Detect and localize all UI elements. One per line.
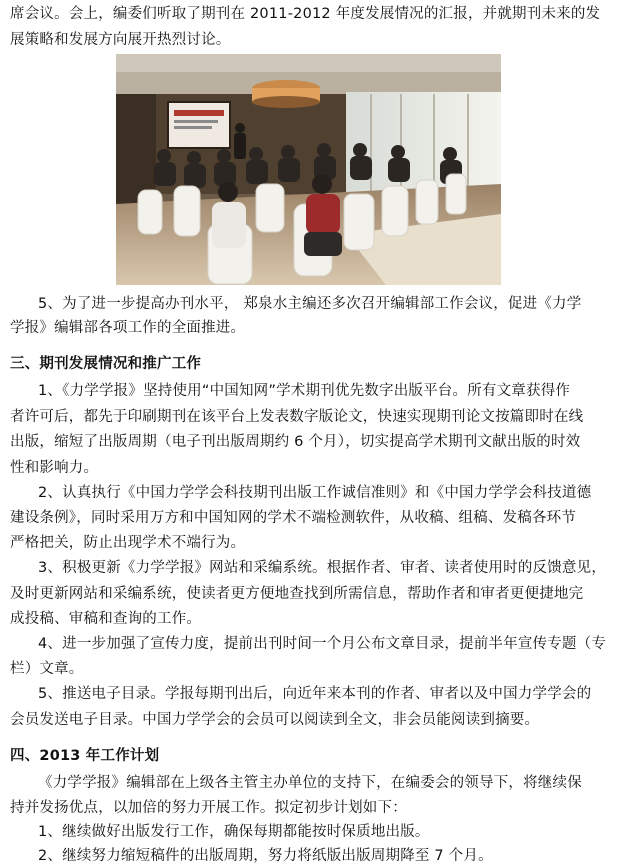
section3-heading: 三、期刊发展情况和推广工作	[10, 356, 202, 372]
item5-line-2: 学报》编辑部各项工作的全面推进。	[10, 320, 246, 336]
s3-p2-line-3: 严格把关，防止出现学术不端行为。	[10, 535, 246, 551]
s4-item-2: 2、继续努力缩短稿件的出版周期，努力将纸版出版周期降至 7 个月。	[38, 848, 493, 864]
s3-p5-line-1: 5、推送电子目录。学报每期刊出后，向近年来本刊的作者、审者以及中国力学学会的	[38, 686, 592, 702]
s4-item-1: 1、继续做好出版发行工作，确保每期都能按时保质地出版。	[38, 824, 430, 840]
section4-heading: 四、2013 年工作计划	[10, 748, 160, 764]
s3-p4-line-1: 4、进一步加强了宣传力度，提前出刊时间一个月公布文章目录，提前半年宣传专题（专	[38, 636, 607, 652]
intro-line-1: 席会议。会上，编委们听取了期刊在 2011-2012 年度发展情况的汇报，并就期刊未来的发	[10, 6, 601, 22]
s3-p1-line-1: 1、《力学学报》坚持使用“中国知网”学术期刊优先数字出版平台。所有文章获得作	[38, 383, 571, 399]
s3-p3-line-2: 及时更新网站和采编系统，使读者更方便地查找到所需信息，帮助作者和审者更便捷地完	[10, 586, 584, 602]
meeting-photo	[116, 54, 501, 285]
s3-p3-line-3: 成投稿、审稿和查询的工作。	[10, 611, 202, 627]
s3-p3-line-1: 3、积极更新《力学学报》网站和采编系统。根据作者、审者、读者使用时的反馈意见，	[38, 560, 607, 576]
s3-p2-line-2: 建设条例》，同时采用万方和中国知网的学术不端检测软件，从收稿、组稿、发稿各环节	[10, 510, 577, 526]
s3-p2-line-1: 2、认真执行《中国力学学会科技期刊出版工作诚信准则》和《中国力学学会科技道德	[38, 485, 592, 501]
s3-p1-line-2: 者许可后，都先于印刷期刊在该平台上发表数字版论文，快速实现期刊论文按篇即时在线	[10, 409, 584, 425]
meeting-photo-illustration	[116, 54, 501, 285]
s3-p4-line-2: 栏）文章。	[10, 661, 84, 677]
s3-p5-line-2: 会员发送电子目录。中国力学学会的会员可以阅读到全文，非会员能阅读到摘要。	[10, 712, 540, 728]
item5-line-1: 5、为了进一步提高办刊水平， 郑泉水主编还多次召开编辑部工作会议，促进《力学	[38, 296, 582, 312]
s4-intro-line-1: 《力学学报》编辑部在上级各主管主办单位的支持下，在编委会的领导下，将继续保	[38, 775, 582, 791]
s3-p1-line-4: 性和影响力。	[10, 460, 99, 476]
s4-intro-line-2: 持并发扬优点，以加倍的努力开展工作。拟定初步计划如下：	[10, 800, 407, 816]
s3-p1-line-3: 出版，缩短了出版周期（电子刊出版周期约 6 个月），切实提高学术期刊文献出版的时效	[10, 434, 581, 450]
intro-line-2: 展策略和发展方向展开热烈讨论。	[10, 32, 231, 48]
